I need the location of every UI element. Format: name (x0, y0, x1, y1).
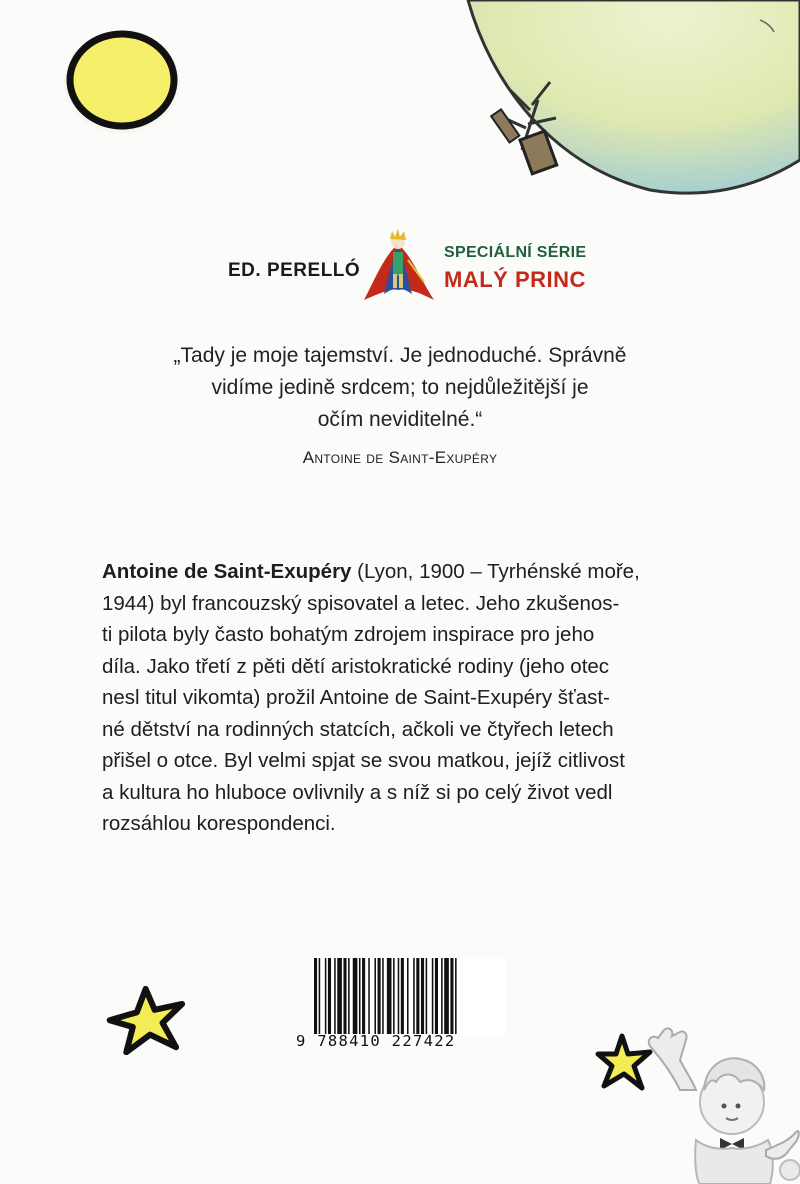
barcode-bar (314, 958, 317, 1034)
bio-line (102, 556, 712, 588)
barcode-bar (368, 958, 370, 1034)
barcode-bar (435, 958, 438, 1034)
little-prince-icon (362, 226, 434, 306)
barcode-bar (432, 958, 434, 1034)
barcode-bar (328, 958, 331, 1034)
barcode-bar (413, 958, 415, 1034)
barcode-bar (334, 958, 336, 1034)
bio-line-text: (Lyon, 1900 – Tyrhénské moře, (351, 560, 640, 583)
series-label: SPECIÁLNÍ SÉRIE (444, 244, 587, 261)
barcode-bar (337, 958, 342, 1034)
planet-illustration (460, 0, 800, 200)
barcode-bar (325, 958, 327, 1034)
barcode (312, 958, 506, 1036)
barcode-bar (401, 958, 404, 1034)
barcode-bar (416, 958, 419, 1034)
quote-block (130, 340, 670, 468)
star-icon (106, 985, 188, 1055)
bio-author-name: Antoine de Saint-Exupéry (102, 560, 352, 583)
barcode-bar (382, 958, 384, 1034)
brand-row (0, 226, 800, 306)
barcode-bar (319, 958, 321, 1034)
barcode-bar (393, 958, 395, 1034)
quote-line: „Tady je moje tajemství. Je jednoduché. Správně (173, 344, 627, 367)
barcode-bar (343, 958, 346, 1034)
barcode-bar (359, 958, 361, 1034)
bio-line: přišel o otce. Byl velmi spjat se svou matkou, jejíž citlivost (102, 749, 625, 772)
quote-author: Antoine de Saint-Exupéry (302, 448, 498, 467)
bio-line: ti pilota byly často bohatým zdrojem inspirace pro jeho (102, 623, 595, 646)
barcode-bar (353, 958, 358, 1034)
barcode-bar (455, 958, 457, 1034)
series-title: MALÝ PRINC (444, 267, 586, 292)
barcode-bar (362, 958, 365, 1034)
isbn-digits: 9 788410 227422 (296, 1032, 456, 1050)
barcode-bar (426, 958, 428, 1034)
barcode-block (296, 958, 508, 1054)
barcode-bar (450, 958, 453, 1034)
barcode-bar (378, 958, 381, 1034)
barcode-bar (387, 958, 392, 1034)
barcode-bar (421, 958, 424, 1034)
little-prince-illustration (640, 1020, 800, 1184)
sun-illustration (60, 20, 200, 145)
barcode-bar (441, 958, 443, 1034)
author-biography (102, 556, 712, 840)
bio-line: rozsáhlou korespondenci. (102, 812, 336, 835)
bio-line: 1944) byl francouzský spisovatel a letec. Jeho zkušenos- (102, 591, 620, 615)
bio-line: nesl titul vikomta) prožil Antoine de Saint-Exupéry šťast- (102, 686, 610, 709)
barcode-bar (398, 958, 400, 1034)
barcode-bar (444, 958, 449, 1034)
quote-line: očím neviditelné.“ (317, 408, 483, 431)
barcode-bar (407, 958, 409, 1034)
bio-line: díla. Jako třetí z pěti dětí aristokratické rodiny (jeho otec (102, 654, 610, 678)
publisher-logo: ED. PERELLÓ (228, 260, 361, 281)
quote-line: vidíme jedině srdcem; to nejdůležitější je (211, 376, 589, 399)
barcode-bar (374, 958, 376, 1034)
barcode-bar (348, 958, 350, 1034)
bio-line: né dětství na rodinných statcích, ačkoli ve čtyřech letech (102, 717, 614, 741)
bio-line: a kultura ho hluboce ovlivnily a s níž si po celý život vedl (102, 780, 613, 804)
